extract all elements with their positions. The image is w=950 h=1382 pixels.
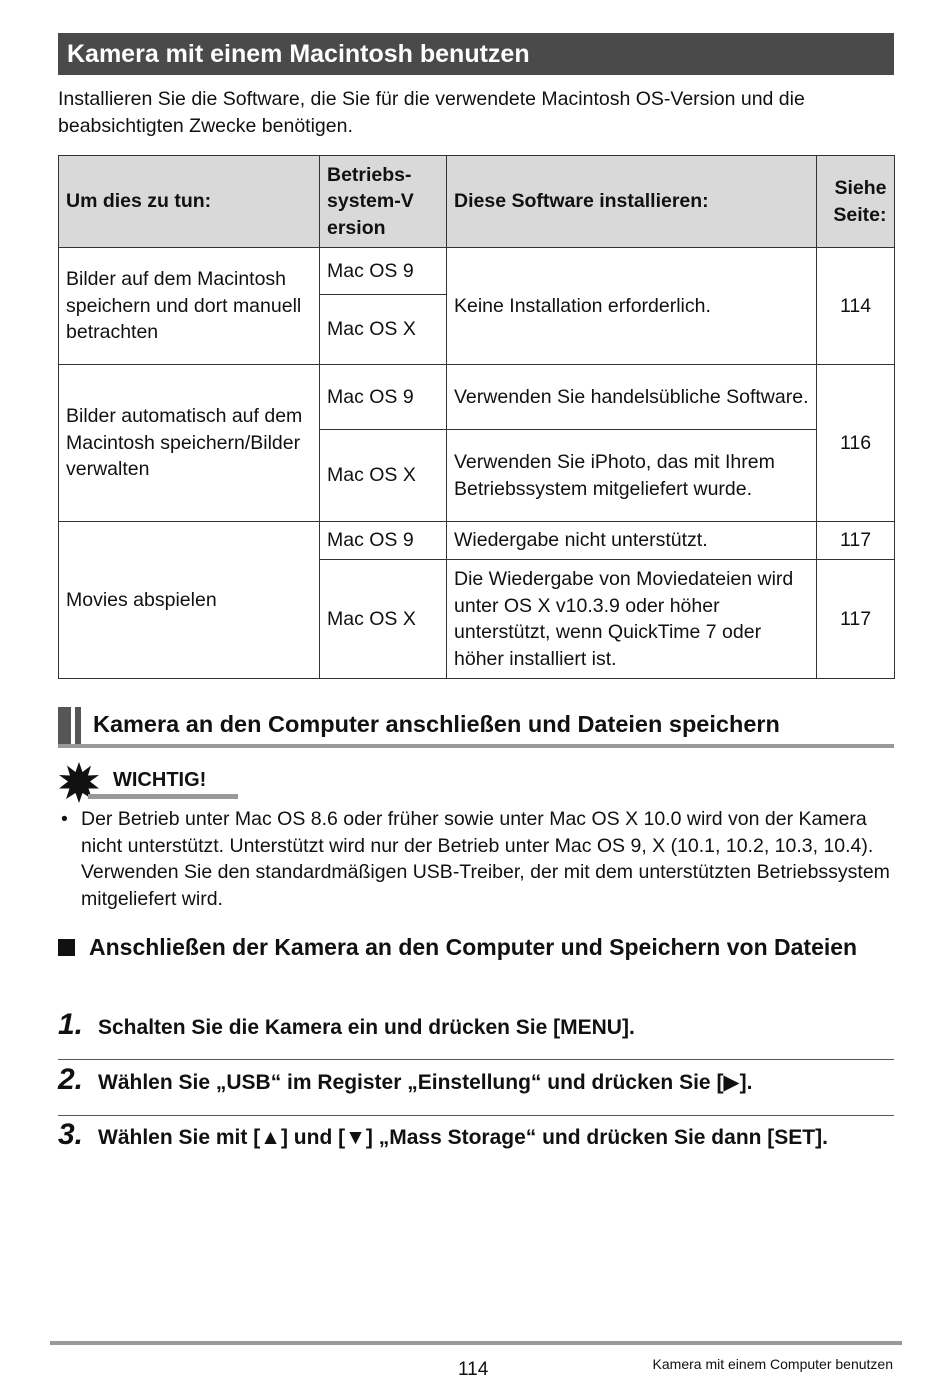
task-cell: Bilder automatisch auf dem Macintosh speichern/Bilder verwalten	[59, 365, 320, 522]
section-heading	[58, 707, 894, 748]
task-cell: Movies abspielen	[59, 522, 320, 679]
os-cell: Mac OS X	[320, 560, 447, 679]
step-3	[58, 1118, 894, 1152]
software-cell: Keine Installation erforderlich.	[447, 248, 817, 365]
page-title: Kamera mit einem Macintosh benutzen	[58, 33, 894, 75]
table-row	[59, 248, 895, 295]
header-page	[817, 156, 895, 248]
important-label	[58, 762, 248, 804]
step-number: 1.	[58, 1008, 84, 1041]
step-number: 3.	[58, 1118, 84, 1151]
step-2	[58, 1063, 894, 1097]
page-cell: 117	[817, 522, 895, 560]
heading-bar-decoration	[75, 707, 81, 747]
step-divider	[58, 1059, 894, 1060]
important-note-text: Der Betrieb unter Mac OS 8.6 oder früher sowie unter Mac OS X 10.0 wird von der Kamera nicht unterstützt. Unterstützt wird nur der Betrieb unter Mac OS 9, X (10.1, 10.2, 10.3, 10.4). Verwenden Sie den standardmäßigen USB-Treiber, der mit dem unterstützten Betriebssystem mitgeliefert wird.	[81, 808, 890, 910]
software-cell: Wiedergabe nicht unterstützt.	[447, 522, 817, 560]
header-task: Um dies zu tun:	[59, 156, 320, 248]
step-text: Wählen Sie „USB“ im Register „Einstellung“ und drücken Sie [▶].	[98, 1071, 753, 1094]
page-cell: 116	[817, 365, 895, 522]
step-number: 2.	[58, 1063, 84, 1096]
os-cell: Mac OS X	[320, 295, 447, 365]
chapter-title: Kamera mit einem Computer benutzen	[652, 1356, 893, 1372]
software-cell: Verwenden Sie handelsübliche Software.	[447, 365, 817, 430]
task-cell: Bilder auf dem Macintosh speichern und dort manuell betrachten	[59, 248, 320, 365]
header-os-text: Betriebs-system-Version	[327, 163, 414, 239]
software-cell: Die Wiedergabe von Moviedateien wird unter OS X v10.3.9 oder höher unterstützt, wenn QuickTime 7 oder höher installiert ist.	[447, 560, 817, 679]
table-row	[59, 522, 895, 560]
step-divider	[58, 1115, 894, 1116]
important-note	[58, 806, 894, 912]
page-number: 114	[458, 1359, 489, 1380]
step-1	[58, 1008, 894, 1042]
software-table	[58, 155, 895, 679]
table-header-row	[59, 156, 895, 248]
os-cell: Mac OS 9	[320, 522, 447, 560]
page-cell: 117	[817, 560, 895, 679]
subheading-text: Anschließen der Kamera an den Computer und Speichern von Dateien	[89, 934, 858, 960]
os-cell: Mac OS X	[320, 430, 447, 522]
header-software: Diese Software installieren:	[447, 156, 817, 248]
important-label-text: WICHTIG!	[113, 769, 207, 791]
step-text: Wählen Sie mit [▲] und [▼] „Mass Storage“ und drücken Sie dann [SET].	[98, 1126, 828, 1149]
header-os	[320, 156, 447, 248]
bullet-point: •	[61, 808, 68, 830]
intro-text: Installieren Sie die Software, die Sie für die verwendete Macintosh OS-Version und die beabsichtigten Zwecke benötigen.	[58, 88, 805, 137]
table-row	[59, 365, 895, 430]
square-bullet-icon	[58, 939, 75, 956]
heading-bar-decoration	[58, 707, 71, 747]
section-heading-text: Kamera an den Computer anschließen und Dateien speichern	[93, 711, 780, 737]
important-underline	[88, 794, 238, 799]
header-page-text: Siehe Seite:	[833, 177, 887, 226]
os-cell: Mac OS 9	[320, 248, 447, 295]
footer-rule	[50, 1341, 902, 1345]
step-text: Schalten Sie die Kamera ein und drücken Sie [MENU].	[98, 1016, 635, 1039]
page-cell: 114	[817, 248, 895, 365]
subheading	[58, 932, 894, 962]
software-cell: Verwenden Sie iPhoto, das mit Ihrem Betriebssystem mitgeliefert wurde.	[447, 430, 817, 522]
os-cell: Mac OS 9	[320, 365, 447, 430]
heading-underline	[58, 744, 894, 748]
